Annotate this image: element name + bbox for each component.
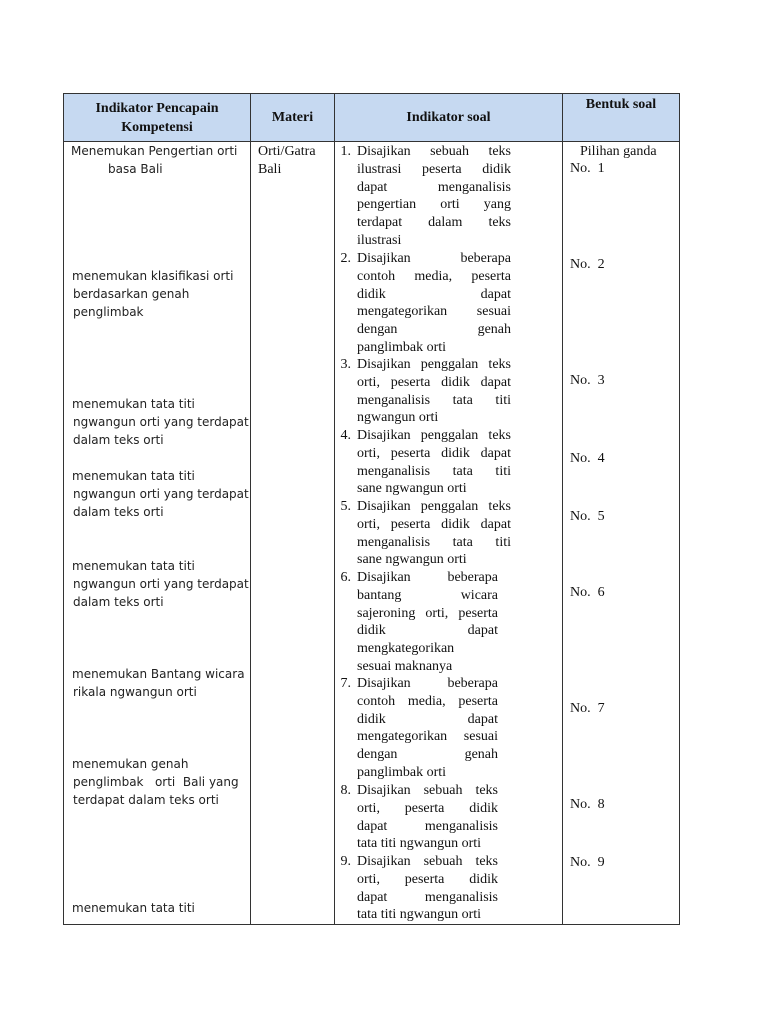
- list-item: [340, 782, 498, 853]
- list-item-line: orti, peserta didik: [357, 871, 498, 887]
- list-item-text: [357, 853, 498, 924]
- indicator-3-line-3: dalam teks orti: [73, 433, 164, 447]
- list-item-line: Disajikan penggalan teks: [357, 428, 511, 443]
- list-item-number: 5.: [340, 499, 351, 514]
- indicator-2: [72, 267, 233, 321]
- indicator-7-line-1: menemukan genah: [72, 757, 189, 771]
- list-item-line: tata titi ngwangun orti: [357, 836, 482, 852]
- indicator-7-line-3: terdapat dalam teks orti: [73, 793, 219, 807]
- indikator-soal-cell: [335, 142, 563, 925]
- question-number: No. 5: [570, 509, 605, 524]
- question-number: No. 1: [570, 161, 605, 176]
- indicator-4-line-1: menemukan tata titi: [72, 469, 195, 483]
- indicator-4-line-2: ngwangun orti yang terdapat: [73, 487, 249, 501]
- list-item-line: terdapat dalam teks: [357, 215, 511, 231]
- indicator-7-line-2: penglimbak orti Bali yang: [73, 775, 239, 789]
- list-item-number: 8.: [340, 783, 351, 798]
- list-item-line: contoh media, peserta: [357, 693, 498, 709]
- list-item: [340, 427, 511, 498]
- indicator-2-line-1: menemukan klasifikasi orti: [72, 269, 234, 283]
- list-item-line: sesuai maknanya: [357, 658, 453, 674]
- list-item-number: 2.: [340, 251, 351, 266]
- list-item: [340, 143, 511, 250]
- list-item-number: 3.: [340, 357, 351, 372]
- kisi-kisi-table: [63, 93, 680, 925]
- materi-cell: [251, 142, 335, 925]
- list-item-line: panglimbak orti: [357, 339, 447, 355]
- list-item-line: menganalisis tata titi: [357, 534, 511, 550]
- list-item-line: Disajikan beberapa: [357, 251, 511, 266]
- list-item-line: sane ngwangun orti: [357, 481, 467, 497]
- list-item-line: orti, peserta didik: [357, 800, 498, 816]
- header-materi-label: Materi: [271, 110, 314, 125]
- indicator-5-line-1: menemukan tata titi: [72, 559, 195, 573]
- list-item-text: [357, 675, 498, 782]
- list-item: [340, 675, 498, 782]
- list-item-line: mengkategorikan: [357, 641, 455, 657]
- indicator-6: [72, 665, 245, 701]
- indicator-5-line-2: ngwangun orti yang terdapat: [73, 577, 249, 591]
- list-item-line: Disajikan penggalan teks: [357, 499, 511, 514]
- list-item-line: sane ngwangun orti: [357, 552, 467, 568]
- list-item-line: didik dapat: [357, 623, 498, 639]
- list-item-line: ilustrasi peserta didik: [357, 161, 511, 177]
- question-number: No. 2: [570, 257, 605, 272]
- list-item: [340, 569, 498, 676]
- header-indikator-pencapaian: [64, 94, 251, 142]
- indicator-4-line-3: dalam teks orti: [73, 505, 164, 519]
- indicator-3: [72, 395, 249, 449]
- list-item: [340, 250, 511, 357]
- list-item-line: contoh media, peserta: [357, 268, 511, 284]
- indicator-3-line-2: ngwangun orti yang terdapat: [73, 415, 249, 429]
- list-item-line: didik dapat: [357, 711, 498, 727]
- indicator-6-line-1: menemukan Bantang wicara: [72, 667, 245, 681]
- list-item-text: [357, 143, 511, 250]
- bentuk-soal-type: Pilihan ganda: [580, 144, 657, 159]
- list-item-line: dapat menganalisis: [357, 179, 511, 195]
- list-item-line: Disajikan sebuah teks: [357, 854, 498, 869]
- indicator-1: [71, 142, 237, 178]
- indicator-6-line-2: rikala ngwangun orti: [73, 685, 197, 699]
- header-indikator-pencapaian-line2: Kompetensi: [121, 120, 193, 135]
- indicator-5-line-3: dalam teks orti: [73, 595, 164, 609]
- list-item-line: orti, peserta didik dapat: [357, 374, 511, 390]
- indicator-2-line-3: penglimbak: [73, 305, 144, 319]
- materi-line-1: Orti/Gatra: [258, 144, 316, 159]
- indicator-7: [72, 755, 239, 809]
- table-header-row: [64, 94, 680, 142]
- list-item-line: menganalisis tata titi: [357, 463, 511, 479]
- question-number: No. 7: [570, 701, 605, 716]
- list-item-line: bantang wicara: [357, 587, 498, 603]
- list-item-number: 1.: [340, 144, 351, 159]
- indicator-8-line-1: menemukan tata titi: [72, 901, 195, 915]
- list-item-number: 7.: [340, 676, 351, 691]
- indicator-8: [72, 899, 195, 917]
- list-item-number: 6.: [340, 570, 351, 585]
- list-item-line: menganalisis tata titi: [357, 392, 511, 408]
- header-materi: [251, 94, 335, 142]
- materi-line-2: Bali: [258, 162, 282, 177]
- question-number: No. 9: [570, 855, 605, 870]
- indikator-pencapaian-cell: [64, 142, 251, 925]
- list-item-line: mengategorikan sesuai: [357, 729, 498, 745]
- list-item-line: Disajikan sebuah teks: [357, 144, 511, 159]
- question-number: No. 8: [570, 797, 605, 812]
- indicator-2-line-2: berdasarkan genah: [73, 287, 190, 301]
- list-item-line: sajeroning orti, peserta: [357, 605, 498, 621]
- list-item-line: panglimbak orti: [357, 764, 447, 780]
- list-item-line: Disajikan beberapa: [357, 676, 498, 691]
- bentuk-soal-cell: [563, 142, 680, 925]
- indicator-1-line-1: Menemukan Pengertian orti: [71, 144, 238, 158]
- question-number: No. 3: [570, 373, 605, 388]
- header-bentuk-soal: [563, 94, 680, 142]
- list-item: [340, 853, 498, 924]
- list-item-line: Disajikan beberapa: [357, 570, 498, 585]
- list-item-line: mengategorikan sesuai: [357, 304, 511, 320]
- list-item-line: Disajikan sebuah teks: [357, 783, 498, 798]
- list-item-text: [357, 427, 511, 498]
- list-item-line: ilustrasi: [357, 232, 402, 248]
- list-item-line: dengan genah: [357, 322, 511, 338]
- list-item-text: [357, 498, 511, 569]
- list-item-text: [357, 250, 511, 357]
- list-item-number: 4.: [340, 428, 351, 443]
- header-bentuk-soal-label: Bentuk soal: [585, 97, 657, 112]
- indicator-3-line-1: menemukan tata titi: [72, 397, 195, 411]
- indicator-5: [72, 557, 249, 611]
- table-body-row: [64, 142, 680, 925]
- list-item-line: didik dapat: [357, 286, 511, 302]
- list-item-line: pengertian orti yang: [357, 197, 511, 213]
- list-item-line: tata titi ngwangun orti: [357, 907, 482, 923]
- list-item: [340, 498, 511, 569]
- list-item-line: dengan genah: [357, 747, 498, 763]
- list-item: [340, 356, 511, 427]
- list-item-line: orti, peserta didik dapat: [357, 516, 511, 532]
- header-indikator-soal: [335, 94, 563, 142]
- list-item-line: Disajikan penggalan teks: [357, 357, 511, 372]
- header-indikator-pencapaian-line1: Indikator Pencapain: [95, 101, 219, 116]
- list-item-text: [357, 782, 498, 853]
- list-item-line: dapat menganalisis: [357, 889, 498, 905]
- question-number: No. 4: [570, 451, 605, 466]
- list-item-line: ngwangun orti: [357, 410, 439, 426]
- list-item-line: orti, peserta didik dapat: [357, 445, 511, 461]
- header-indikator-soal-label: Indikator soal: [406, 110, 491, 125]
- list-item-number: 9.: [340, 854, 351, 869]
- list-item-line: dapat menganalisis: [357, 818, 498, 834]
- materi-text: [258, 143, 316, 179]
- list-item-text: [357, 356, 511, 427]
- question-number: No. 6: [570, 585, 605, 600]
- indicator-4: [72, 467, 249, 521]
- list-item-text: [357, 569, 498, 676]
- indicator-1-line-2: basa Bali: [108, 162, 163, 176]
